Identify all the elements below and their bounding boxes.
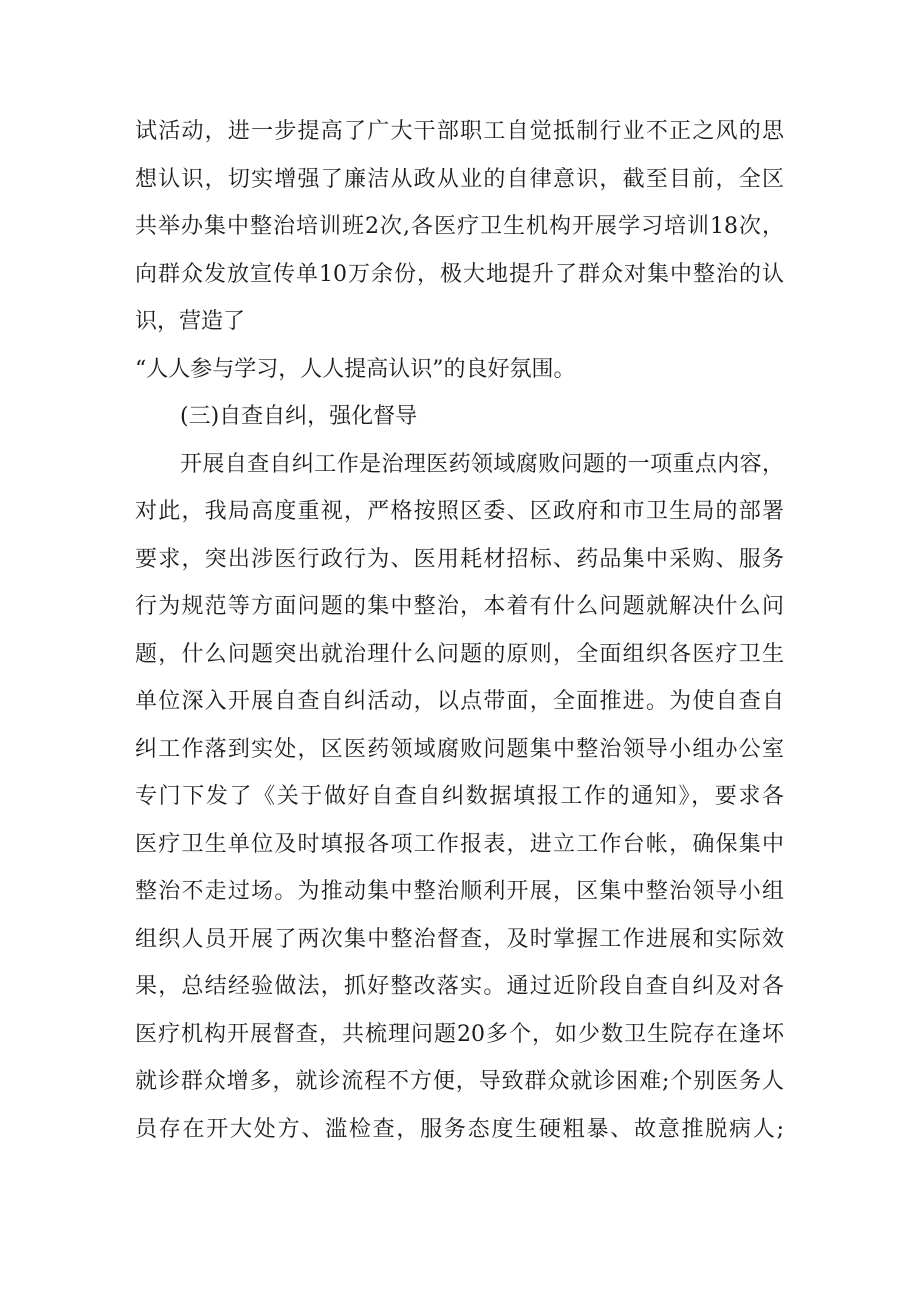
text-line: 组织人员开展了两次集中整治督查，及时掌握工作进展和实际效 xyxy=(135,926,784,952)
text-line: 想认识，切实增强了廉洁从政从业的自律意识，截至目前，全区 xyxy=(135,166,784,192)
text-line: 识，营造了 xyxy=(135,309,246,334)
text-line: 果，总结经验做法，抓好整改落实。通过近阶段自查自纠及对各 xyxy=(135,974,784,999)
document-body xyxy=(0,108,920,1153)
text-line: 对此，我局高度重视，严格按照区委、区政府和市卫生局的部署 xyxy=(135,499,784,524)
section-heading: (三)自查自纠，强化督导 xyxy=(180,404,418,429)
text-line: 开展自查自纠工作是治理医药领域腐败问题的一项重点内容， xyxy=(180,451,784,477)
text-line: 向群众发放宣传单10万余份，极大地提升了群众对集中整治的认 xyxy=(135,261,784,287)
text-line: 单位深入开展自查自纠活动，以点带面，全面推进。为使自查自 xyxy=(135,689,784,714)
text-line: 要求，突出涉医行政行为、医用耗材招标、药品集中采购、服务 xyxy=(135,546,784,572)
text-line: 试活动，进一步提高了广大干部职工自觉抵制行业不正之风的思 xyxy=(135,119,784,144)
text-line: “人人参与学习，人人提高认识”的良好氛围。 xyxy=(135,356,576,382)
text-line: 员存在开大处方、滥检查，服务态度生硬粗暴、故意推脱病人; xyxy=(135,1116,784,1142)
text-line: 整治不走过场。为推动集中整治顺利开展，区集中整治领导小组 xyxy=(135,879,784,904)
text-line: 就诊群众增多，就诊流程不方便，导致群众就诊困难;个别医务人 xyxy=(135,1069,784,1094)
text-line: 专门下发了《关于做好自查自纠数据填报工作的通知》，要求各 xyxy=(135,784,784,809)
text-line: 医疗卫生单位及时填报各项工作报表，进立工作台帐，确保集中 xyxy=(135,831,784,857)
text-line: 纠工作落到实处，区医药领域腐败问题集中整治领导小组办公室 xyxy=(135,736,784,762)
text-line: 医疗机构开展督查，共梳理问题20多个，如少数卫生院存在逢坏 xyxy=(135,1021,784,1047)
text-line: 题，什么问题突出就治理什么问题的原则，全面组织各医疗卫生 xyxy=(135,641,784,667)
text-line: 共举办集中整治培训班2次,各医疗卫生机构开展学习培训18次， xyxy=(135,214,784,239)
text-line: 行为规范等方面问题的集中整治，本着有什么问题就解决什么问 xyxy=(135,594,784,619)
